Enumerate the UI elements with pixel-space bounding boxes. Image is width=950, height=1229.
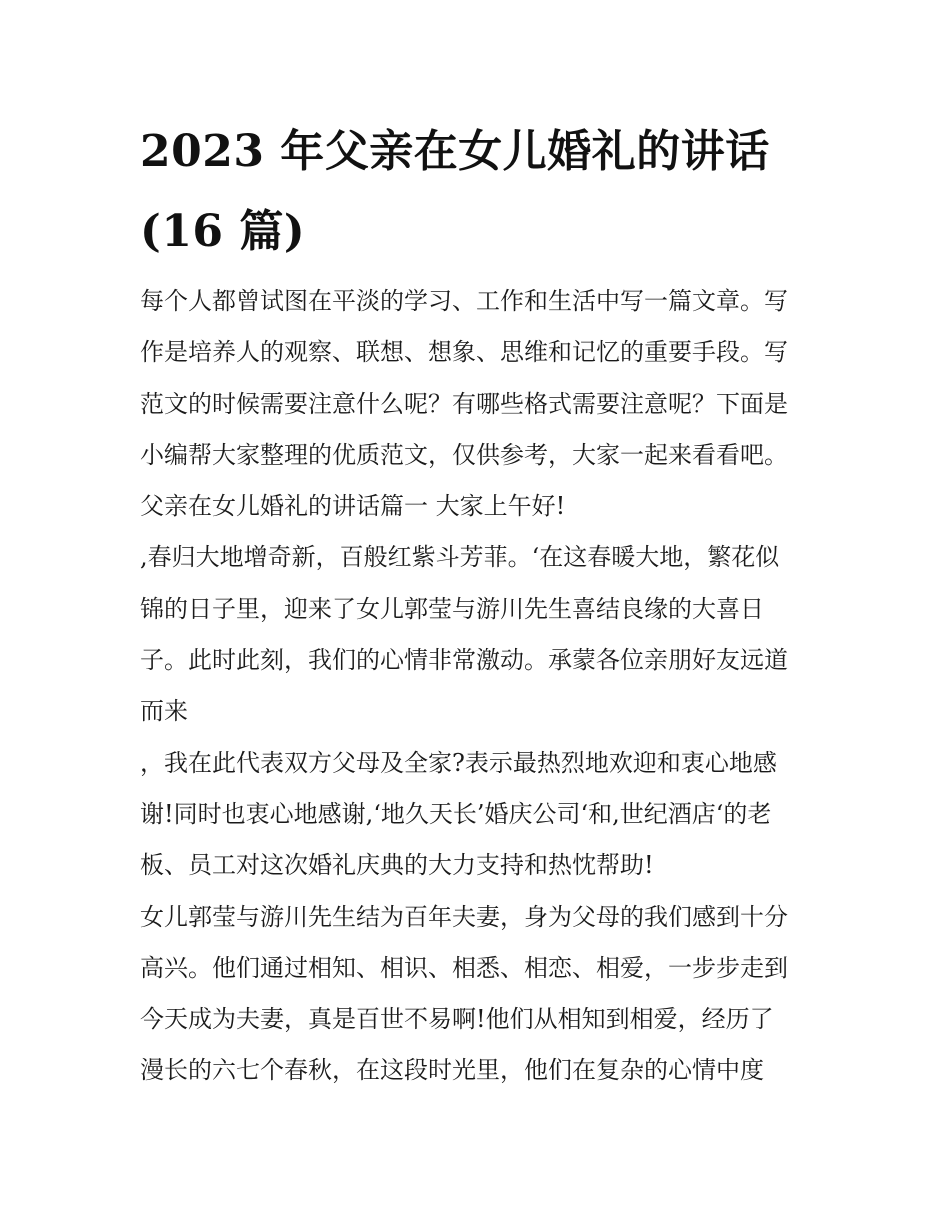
body-line: 范文的时候需要注意什么呢？有哪些格式需要注意呢？下面是 (140, 389, 788, 418)
body-line: 小编帮大家整理的优质范文，仅供参考，大家一起来看看吧。 (140, 440, 788, 469)
body-line: 作是培养人的观察、联想、想象、思维和记忆的重要手段。写 (140, 338, 788, 367)
body-line: 子。此时此刻，我们的心情非常激动。承蒙各位亲朋好友远道 (140, 646, 788, 675)
body-line: 而来 (140, 697, 188, 726)
body-line: ,春归大地增奇新，百般红紫斗芳菲。‘在这春暖大地，繁花似 (140, 543, 780, 572)
body-line: 板、员工对这次婚礼庆典的大力支持和热忱帮助! (140, 851, 654, 880)
body-line: 每个人都曾试图在平淡的学习、工作和生活中写一篇文章。写 (140, 287, 788, 315)
document-title (140, 112, 820, 272)
body-line: 父亲在女儿婚礼的讲话篇一 大家上午好! (140, 492, 566, 521)
body-line: 漫长的六七个春秋，在这段时光里，他们在复杂的心情中度 (140, 1056, 764, 1085)
body-line: 女儿郭莹与游川先生结为百年夫妻，身为父母的我们感到十分 (140, 902, 788, 931)
body-line: 谢!同时也衷心地感谢,‘地久天长’婚庆公司‘和,世纪酒店‘的老 (140, 799, 772, 828)
document-body (140, 276, 830, 1097)
body-line: ，我在此代表双方父母及全家?表示最热烈地欢迎和衷心地感 (140, 748, 777, 777)
body-line: 今天成为夫妻，真是百世不易啊!他们从相知到相爱，经历了 (140, 1005, 774, 1034)
title-line: 2023 年父亲在女儿婚礼的讲话 (140, 126, 770, 177)
body-line: 高兴。他们通过相知、相识、相悉、相恋、相爱，一步步走到 (140, 953, 788, 982)
title-line: (16 篇) (140, 206, 306, 257)
body-line: 锦的日子里，迎来了女儿郭莹与游川先生喜结良缘的大喜日 (140, 594, 764, 623)
